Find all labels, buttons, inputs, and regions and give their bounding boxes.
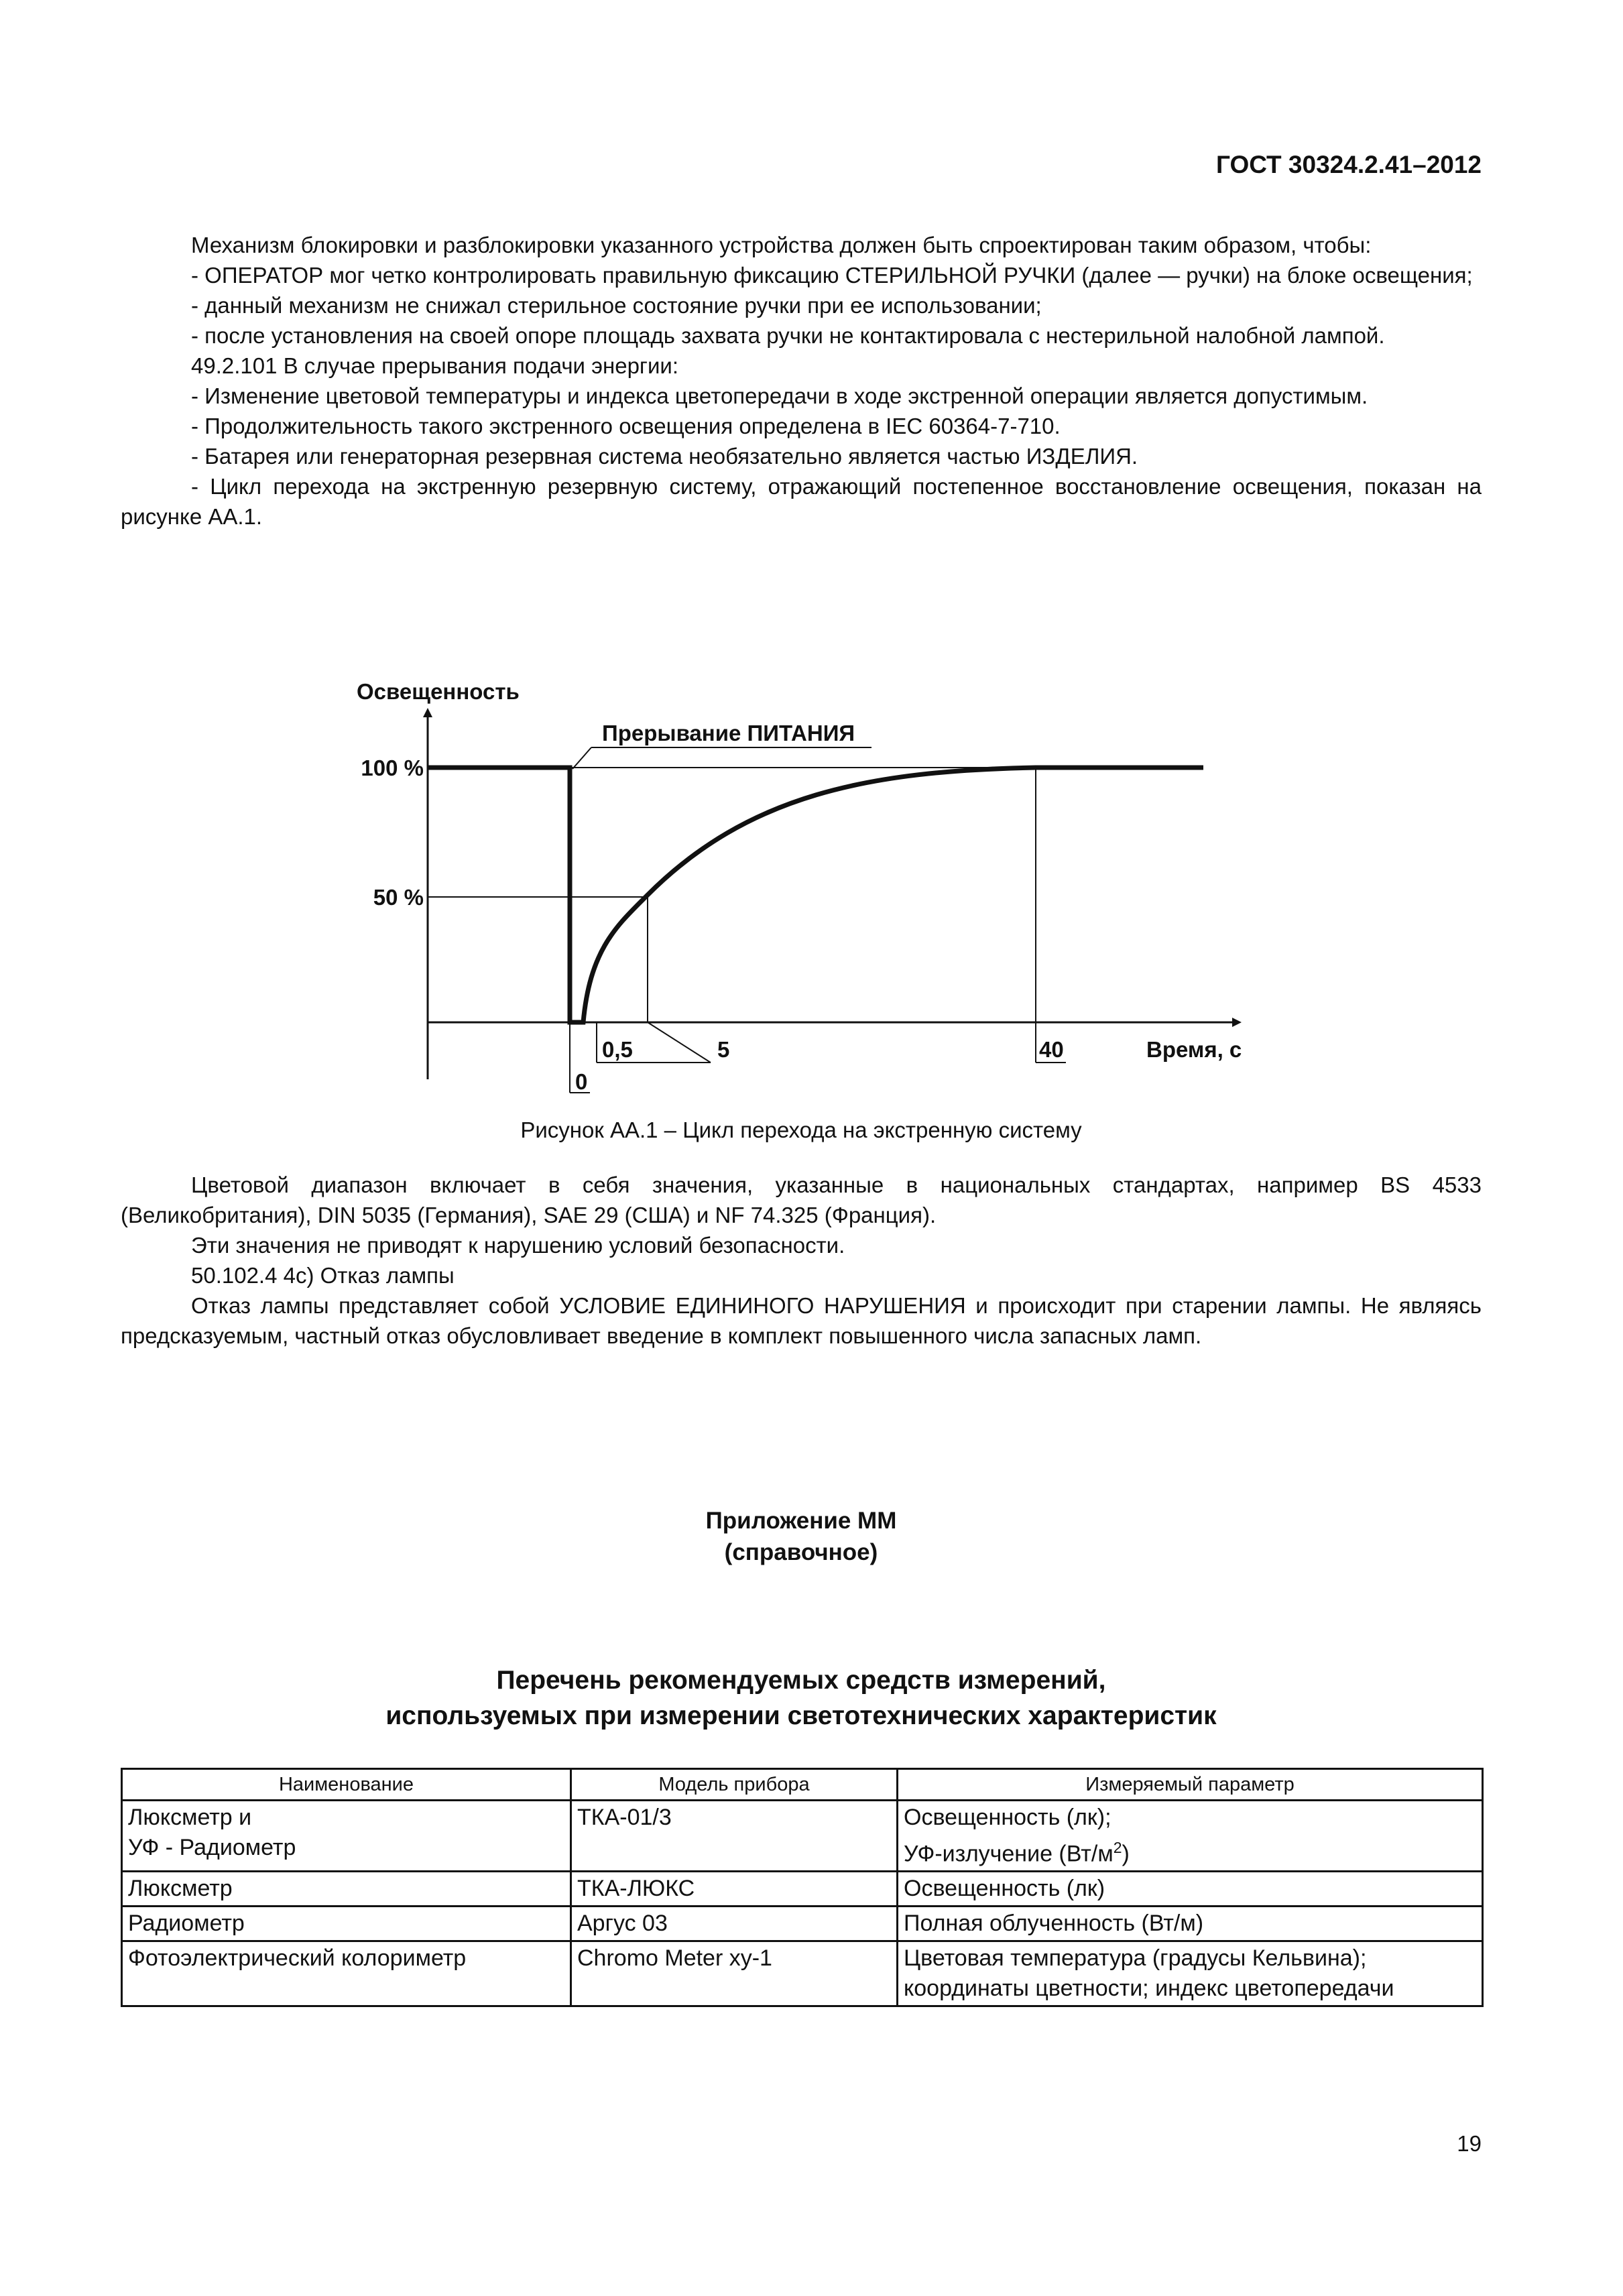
cell-text: УФ - Радиометр — [128, 1835, 296, 1860]
body-text-top — [121, 230, 1482, 532]
paragraph: - Продолжительность такого экстренного освещения определена в IEC 60364-7-710. — [191, 414, 1061, 438]
standard-header: ГОСТ 30324.2.41–2012 — [1215, 151, 1482, 178]
annotation-leader — [573, 747, 591, 769]
y-axis-label: Освещенность — [357, 679, 520, 704]
table-title — [121, 1663, 1482, 1734]
x-tick-label-40: 40 — [1039, 1037, 1064, 1062]
y-tick-label-100: 100 % — [361, 756, 424, 780]
body-text-bottom — [121, 1170, 1482, 1351]
table-title-line: используемых при измерении светотехнических характеристик — [385, 1701, 1217, 1730]
param-cell — [898, 1801, 1483, 1872]
table-header-row — [122, 1769, 1483, 1801]
table-row — [122, 1941, 1483, 2006]
paragraph: Эти значения не приводят к нарушению условий безопасности. — [191, 1233, 845, 1258]
param-cell: Освещенность (лк) — [898, 1872, 1483, 1907]
paragraph: Механизм блокировки и разблокировки указанного устройства должен быть спроектирован таким образом, чтобы: — [191, 233, 1372, 257]
name-cell: Фотоэлектрический колориметр — [122, 1941, 571, 2006]
paragraph: - Цикл перехода на экстренную резервную систему, отражающий постепенное восстановление освещения, показан на рисунке АА.1. — [121, 474, 1482, 529]
paragraph: Цветовой диапазон включает в себя значения, указанные в национальных стандартах, например BS 4533 (Великобритания), DIN 5035 (Германия), SAE 29 (США) и NF 74.325 (Франция). — [121, 1172, 1482, 1227]
annotation-label: Прерывание ПИТАНИЯ — [602, 721, 855, 745]
param-cell — [898, 1941, 1483, 2006]
paragraph: 49.2.101 В случае прерывания подачи энергии: — [191, 353, 678, 378]
paragraph: Отказ лампы представляет собой УСЛОВИЕ ЕДИНИНОГО НАРУШЕНИЯ и происходит при старении лампы. Не являясь предсказуемым, частный отказ обусловливает введение в комплект повышенного числа запасных ламп. — [121, 1293, 1482, 1348]
name-cell — [122, 1801, 571, 1872]
table-title-line: Перечень рекомендуемых средств измерений, — [496, 1666, 1106, 1695]
appendix-subtitle: (справочное) — [724, 1539, 878, 1565]
x-tick-label-5: 5 — [717, 1037, 730, 1062]
x-axis-label: Время, с — [1146, 1037, 1242, 1062]
column-header: Наименование — [122, 1769, 571, 1801]
page-number: 19 — [1457, 2131, 1482, 2156]
cell-text: УФ-излучение (Вт/м — [904, 1841, 1114, 1867]
paragraph: - Батарея или генераторная резервная система необязательно является частью ИЗДЕЛИЯ. — [191, 444, 1138, 469]
figure-caption: Рисунок АА.1 – Цикл перехода на экстренную систему — [520, 1117, 1082, 1142]
x-tick-label-0: 0 — [575, 1069, 588, 1094]
cell-text-line — [904, 1833, 1476, 1869]
paragraph: - данный механизм не снижал стерильное состояние ручки при ее использовании; — [191, 293, 1042, 318]
appendix-heading — [121, 1505, 1482, 1568]
appendix-title: Приложение ММ — [705, 1508, 897, 1534]
paragraph: - после установления на своей опоре площадь захвата ручки не контактировала с нестерильной налобной лампой. — [191, 323, 1385, 348]
cell-text: Освещенность (лк); — [904, 1805, 1111, 1830]
table-row — [122, 1801, 1483, 1872]
instruments-table — [121, 1768, 1484, 2007]
cell-text: координаты цветности; индекс цветопередачи — [904, 1976, 1394, 2002]
model-cell: ТКА-01/3 — [571, 1801, 898, 1872]
name-cell: Люксметр — [122, 1872, 571, 1907]
illuminance-curve — [428, 768, 1203, 1022]
paragraph: 50.102.4 4с) Отказ лампы — [191, 1263, 455, 1288]
column-header: Модель прибора — [571, 1769, 898, 1801]
superscript: 2 — [1113, 1839, 1122, 1856]
paragraph: - Изменение цветовой температуры и индекса цветопередачи в ходе экстренной операции является допустимым. — [191, 383, 1368, 408]
param-cell: Полная облученность (Вт/м) — [898, 1907, 1483, 1941]
name-cell: Радиометр — [122, 1907, 571, 1941]
x-tick-label-0-5: 0,5 — [602, 1037, 633, 1062]
x-5-leader — [648, 1022, 711, 1063]
cell-text: ) — [1122, 1841, 1130, 1867]
cell-text: Люксметр и — [128, 1805, 252, 1830]
y-tick-label-50: 50 % — [373, 885, 424, 910]
transition-cycle-chart — [121, 660, 1482, 1109]
table-row — [122, 1907, 1483, 1941]
model-cell: Аргус 03 — [571, 1907, 898, 1941]
table-row — [122, 1872, 1483, 1907]
model-cell: ТКА-ЛЮКС — [571, 1872, 898, 1907]
column-header: Измеряемый параметр — [898, 1769, 1483, 1801]
paragraph: - ОПЕРАТОР мог четко контролировать правильную фиксацию СТЕРИЛЬНОЙ РУЧКИ (далее — ручки) на блоке освещения; — [191, 263, 1473, 288]
cell-text: Цветовая температура (градусы Кельвина); — [904, 1945, 1367, 1972]
model-cell: Chromo Meter xy-1 — [571, 1941, 898, 2006]
